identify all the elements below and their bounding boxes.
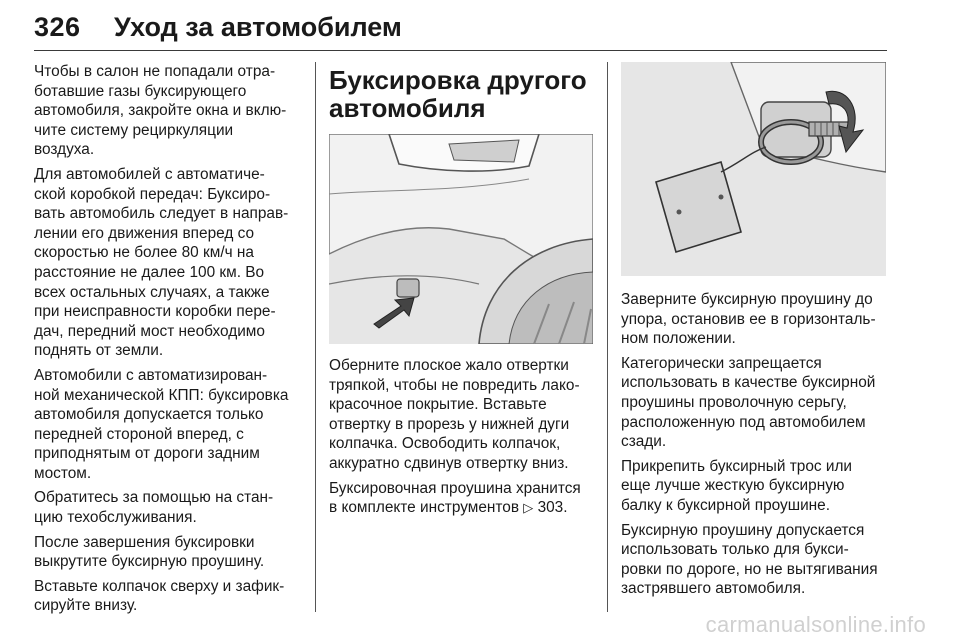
paragraph: Для автомобилей с автоматиче- ской коробкой передач: Буксиро- вать автомобиль следует в направ- лении его движения вперед со скоростью не более 80 км/ч на расстояние не далее 100 км. Во всех остальных случаях, а также при неисправности коробки пере- дач, передний мост необходимо поднять от земли. [34,165,289,360]
paragraph: Обратитесь за помощью на стан- цию техобслуживания. [34,489,274,527]
paragraph: После завершения буксировки выкрутите буксирную проушину. [34,533,265,571]
paragraph: Автомобили с автоматизирован- ной механической КПП: буксировка автомобиля допускается только передней стороной вперед, с приподнятым от дороги задним мостом. [34,366,289,482]
paragraph: Оберните плоское жало отвертки тряпкой, чтобы не повредить лако- красочное покрытие. Вставьте отвертку в прорезь у нижней дуги колпачка. Освободить колпачок, аккуратно сдвинув отвертку вниз. [329,357,580,472]
paragraph: Прикрепить буксирный трос или еще лучше жесткую буксирную балку к буксирной проушине. [621,457,853,514]
reference-page-link[interactable]: 303. [537,499,568,517]
text-column-2 [329,62,593,523]
text-column-1 [34,62,304,621]
car-rear-bumper-illustration [329,134,593,344]
tow-eye-drawing [621,62,886,276]
paragraph: Буксирную проушину допускается использовать только для букси- ровки по дороге, но не вытягивания застрявшего автомобиля. [621,521,878,598]
paragraph: Чтобы в салон не попадали отра- ботавшие газы буксирующего автомобиля, закройте окна и вклю- чите систему рециркуляции воздуха. [34,63,287,159]
page-reference-triangle-icon: ▷ [523,500,534,516]
paragraph: Вставьте колпачок сверху и зафик- сируйте внизу. [34,577,285,615]
column-divider [315,62,316,612]
reference-text: Буксировочная проушина хранится в комплекте инструментов [329,479,581,517]
paragraph: Категорически запрещается использовать в качестве буксирной проушины проволочную серьгу, расположенную под автомобилем сзади. [621,354,876,451]
tow-eye-illustration [621,62,886,276]
column-divider [607,62,608,612]
text-column-3 [621,62,893,604]
bumper-cover-drawing [329,134,593,344]
paragraph-with-reference [329,479,593,518]
section-heading: Буксировка другого автомобиля [329,65,587,123]
watermark: carmanualsonline.info [705,612,926,637]
page-header [34,8,887,51]
page-number: 326 [34,12,81,42]
page-title: Уход за автомобилем [114,12,402,42]
paragraph: Заверните буксирную проушину до упора, остановив ее в горизонталь- ном положении. [621,291,876,348]
